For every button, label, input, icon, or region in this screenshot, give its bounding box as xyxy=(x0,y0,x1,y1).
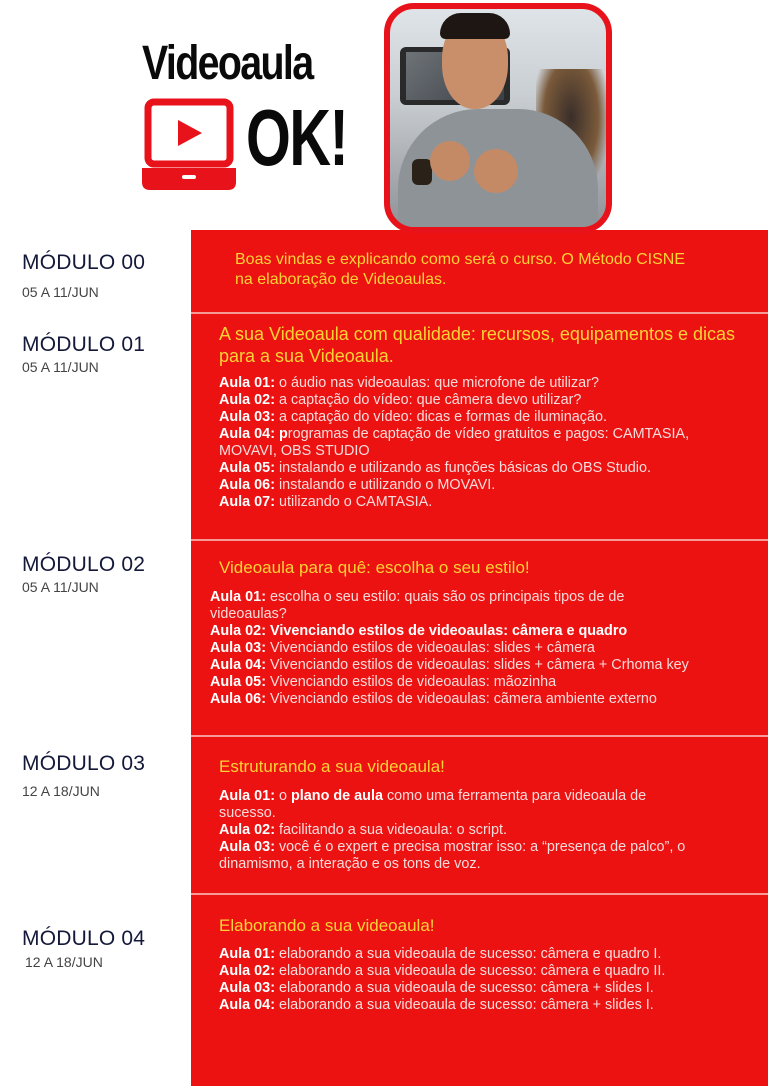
logo-title: Videoaula xyxy=(142,37,313,90)
lesson-list xyxy=(219,375,759,511)
lesson-item: Aula 04: Vivenciando estilos de videoaulas: slides + câmera + Crhoma key xyxy=(210,657,689,673)
lesson-item: Aula 02: elaborando a sua videoaula de sucesso: câmera e quadro II. xyxy=(219,963,666,979)
lesson-list xyxy=(219,946,759,1014)
lesson-item: Aula 01: o áudio nas videoaulas: que microfone de utilizar? xyxy=(219,375,599,391)
lesson-item: Aula 06: instalando e utilizando o MOVAVI. xyxy=(219,477,496,493)
logo-ok: OK! xyxy=(246,93,348,182)
module-date: 05 A 11/JUN xyxy=(22,579,99,596)
lesson-item: Aula 02: a captação do vídeo: que câmera devo utilizar? xyxy=(219,392,582,408)
module-date: 05 A 11/JUN xyxy=(22,284,99,301)
lesson-item: Aula 03: a captação do vídeo: dicas e formas de iluminação. xyxy=(219,409,607,425)
lesson-item: Aula 06: Vivenciando estilos de videoaulas: cãmera ambiente externo xyxy=(210,691,657,707)
lesson-item: Aula 03: você é o expert e precisa mostrar isso: a “presença de palco”, o dinamismo, a interação e os tons de voz. xyxy=(219,839,686,872)
module-name: MÓDULO 00 xyxy=(22,251,146,274)
module-00-content xyxy=(235,250,705,290)
laptop-play-icon xyxy=(142,98,236,192)
lesson-item: Aula 05: Vivenciando estilos de videoaulas: mãozinha xyxy=(210,674,557,690)
module-title: Videoaula para quê: escolha o seu estilo! xyxy=(219,558,530,577)
divider xyxy=(191,539,768,541)
lesson-item: Aula 07: utilizando o CAMTASIA. xyxy=(219,494,433,510)
module-label-03 xyxy=(22,752,145,799)
module-name: MÓDULO 01 xyxy=(22,333,146,356)
lesson-list xyxy=(210,589,760,708)
module-name: MÓDULO 04 xyxy=(22,927,146,950)
lesson-item: Aula 01: o plano de aula como uma ferramenta para videoaula de sucesso. xyxy=(219,788,647,821)
lesson-item: Aula 03: elaborando a sua videoaula de sucesso: câmera + slides I. xyxy=(219,980,654,996)
module-title: Estruturando a sua videoaula! xyxy=(219,757,445,776)
lesson-item: Aula 02: Vivenciando estilos de videoaulas: câmera e quadro xyxy=(210,623,628,639)
instructor-photo xyxy=(384,3,612,233)
module-title: A sua Videoaula com qualidade: recursos, equipamentos e dicas para a sua Videoaula. xyxy=(219,324,735,366)
module-label-01 xyxy=(22,333,145,375)
logo xyxy=(142,37,352,195)
module-label-00 xyxy=(22,251,145,300)
lesson-item: Aula 01: elaborando a sua videoaula de sucesso: câmera e quadro I. xyxy=(219,946,662,962)
module-01-content xyxy=(219,323,759,511)
module-name: MÓDULO 02 xyxy=(22,553,146,576)
divider xyxy=(191,312,768,314)
lesson-item: Aula 05: instalando e utilizando as funções básicas do OBS Studio. xyxy=(219,460,651,476)
module-date: 05 A 11/JUN xyxy=(22,359,99,376)
hand-right xyxy=(474,149,518,193)
lesson-item: Aula 04: elaborando a sua videoaula de sucesso: câmera + slides I. xyxy=(219,997,654,1013)
lesson-item: Aula 01: escolha o seu estilo: quais são os principais tipos de de videoaulas? xyxy=(210,589,625,622)
watch xyxy=(412,159,432,185)
hand-left xyxy=(430,141,470,181)
lesson-item: Aula 02: facilitando a sua videoaula: o script. xyxy=(219,822,507,838)
lesson-item: Aula 04: programas de captação de vídeo gratuitos e pagos: CAMTASIA, MOVAVI, OBS STUDIO xyxy=(219,426,690,459)
divider xyxy=(191,735,768,737)
module-03-content xyxy=(219,756,759,873)
module-04-content xyxy=(219,915,759,1014)
divider xyxy=(191,893,768,895)
module-date: 12 A 18/JUN xyxy=(22,783,100,800)
module-title: Elaborando a sua videoaula! xyxy=(219,916,435,935)
module-name: MÓDULO 03 xyxy=(22,752,146,775)
hair xyxy=(440,13,510,39)
module-02-content xyxy=(210,557,760,708)
module-title: Boas vindas e explicando como será o curso. O Método CISNE na elaboração de Videoaulas. xyxy=(235,251,685,288)
module-date: 12 A 18/JUN xyxy=(25,954,103,971)
modules-panel xyxy=(191,230,768,1086)
lesson-list xyxy=(219,788,759,873)
module-label-04 xyxy=(22,927,145,970)
module-label-02 xyxy=(22,553,145,595)
lesson-item: Aula 03: Vivenciando estilos de videoaulas: slides + câmera xyxy=(210,640,595,656)
